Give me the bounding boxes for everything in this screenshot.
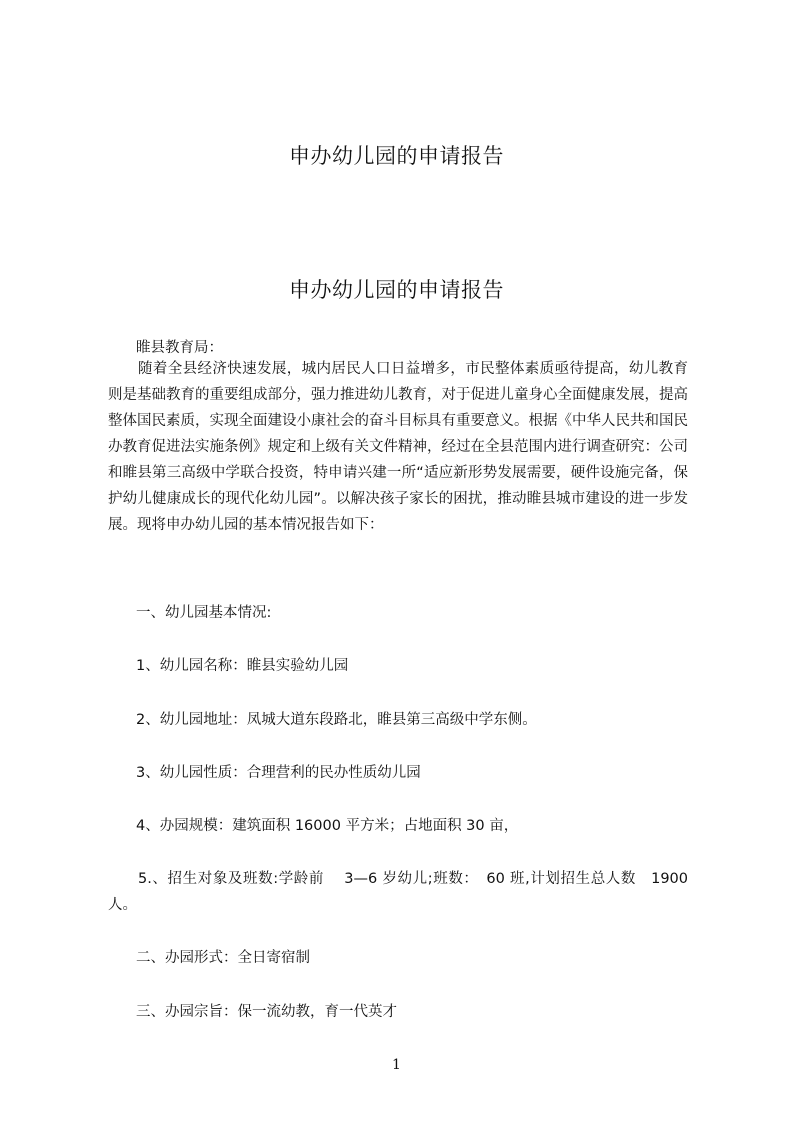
- section-operation-form: 二、办园形式：全日寄宿制: [136, 950, 310, 966]
- page-number: 1: [392, 1057, 401, 1073]
- item-kindergarten-address: 2、幼儿园地址：凤城大道东段路北，睢县第三高级中学东侧。: [136, 712, 537, 728]
- section-heading-basic-info: 一、幼儿园基本情况:: [136, 605, 272, 621]
- document-title: 申办幼儿园的申请报告: [289, 278, 504, 302]
- item-kindergarten-nature: 3、幼儿园性质：合理营利的民办性质幼儿园: [136, 765, 421, 781]
- recipient-line: 睢县教育局：: [136, 340, 223, 356]
- item-kindergarten-name: 1、幼儿园名称：睢县实验幼儿园: [136, 658, 349, 674]
- intro-paragraph: 随着全县经济快速发展，城内居民人口日益增多，市民整体素质亟待提高，幼儿教育则是基础教育的重要组成部分，强力推进幼儿教育，对于促进儿童身心全面健康发展，提高整体国民素质，实现全面建设小康社会的奋斗目标具有重要意义。根据《中华人民共和国民办教育促进法实施条例》规定和上级有关文件精神，经过在全县范围内进行调查研究：公司和睢县第三高级中学联合投资，特申请兴建一所“适应新形势发展需要，硬件设施完备，保护幼儿健康成长的现代化幼儿园”。以解决孩子家长的困扰，推动睢县城市建设的进一步发展。现将申办幼儿园的基本情况报告如下：: [108, 361, 688, 533]
- section-purpose: 三、办园宗旨：保一流幼教，育一代英才: [136, 1004, 397, 1020]
- header-title: 申办幼儿园的申请报告: [289, 144, 504, 168]
- item-kindergarten-scale: 4、办园规模：建筑面积 16000 平方米；占地面积 30 亩，: [136, 818, 519, 834]
- item-enrollment: 5.、招生对象及班数:学龄前 3—6 岁幼儿;班数： 60 班,计划招生总人数 1900 人。: [108, 871, 688, 913]
